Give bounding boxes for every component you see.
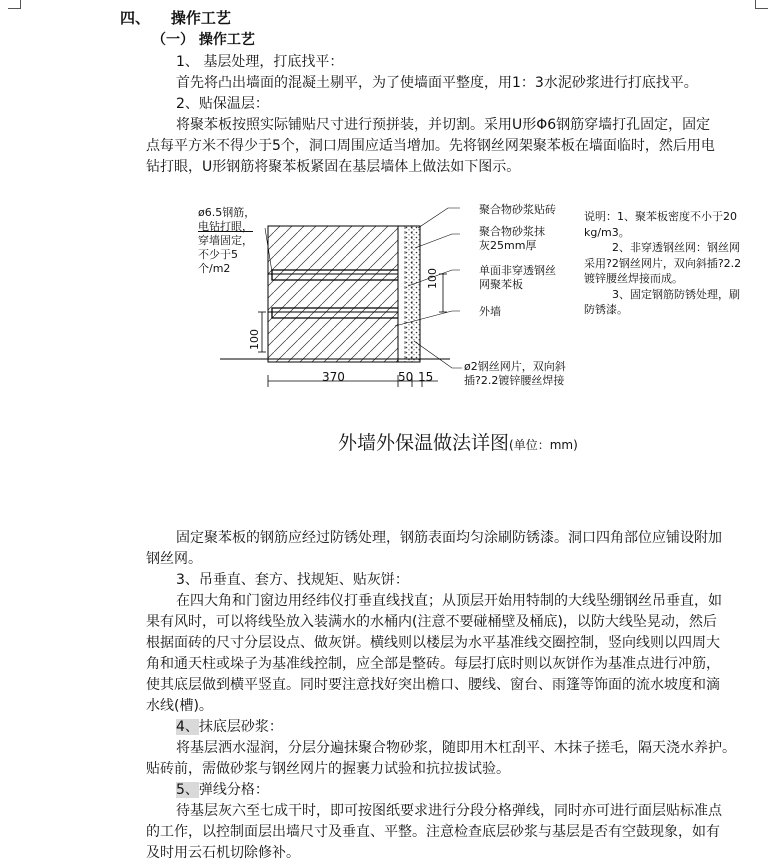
diagram-unit: (单位：mm) [509,438,578,452]
fix-paragraph-line: 固定聚苯板的钢筋应经过防锈处理，钢筋表面均匀涂刷防锈漆。洞口四角部位应铺设附加 [176,530,722,546]
diagram-notes: 说明：1、聚苯板密度不小于20 kg/m3。 2、非穿透钢丝网：钢丝网 采用?2钢丝网片，双向斜插?2.2 镀锌腰丝焊接而成。 3、固定钢筋防锈处理，刷 防锈漆。 [584,210,742,316]
step4-label: 4、抹底层砂浆： [176,719,283,735]
step2-line: 点每平方米不得少于5个，洞口周围应适当增加。先将钢丝网架聚苯板在墙面临时，然后用电 [146,138,715,154]
step3-line: 果有风时，可以将线坠放入装满水的水桶内(注意不要碰桶壁及桶底)，以防大线坠晃动，然后 [146,614,717,630]
step3-line: 水线(槽)。 [146,698,213,714]
margin-corner-right [755,0,768,9]
dimension-50: 50 [398,370,414,384]
section-title: 操作工艺 [170,9,231,27]
step1-label: 1、 基层处理，打底找平： [176,54,344,70]
diagram-title: 外墙外保温做法详图(单位：mm) [338,432,578,454]
step5-label: 5、弹线分格： [176,782,269,798]
step2-label: 2、贴保温层： [176,96,269,112]
fix-paragraph-line: 钢丝网。 [146,551,202,567]
step4-line: 贴砖前，需做砂浆与钢丝网片的握裹力试验和抗拉拔试验。 [146,761,510,777]
step5-number: 5、 [176,782,199,798]
dimension-100-right: 100 [426,268,439,289]
subheading: （一） 操作工艺 [152,32,255,48]
diagram-rebar-note: ø6.5钢筋， 电钻打眼， 穿墙固定， 不少于5 个/m2 [198,206,256,275]
step3-line: 根据面砖的尺寸分层设点、做灰饼。横线则以楼层为水平基准线交圈控制，竖向线则以四周大 [146,635,720,651]
dimension-15: 15 [418,370,434,384]
step1-text: 首先将凸出墙面的混凝土剔平，为了使墙面平整度，用1：3水泥砂浆进行打底找平。 [176,75,698,91]
step2-line: 将聚苯板按照实际铺贴尺寸进行预拼装，并切割。采用U形Φ6钢筋穿墙打孔固定，固定 [176,117,711,133]
step2-line: 钻打眼，U形钢筋将聚苯板紧固在基层墙体上做法如下图示。 [146,159,521,175]
plaster-layer [405,226,420,362]
step4-line: 将基层洒水湿润，分层分遍抹聚合物砂浆，随即用木杠刮平、木抹子搓毛，隔天浇水养护。 [176,740,736,756]
step3-line: 使其底层做到横平竖直。同时要注意找好突出檐口、腰线、窗台、雨篷等饰面的流水坡度和滴 [146,677,720,693]
step5-line: 待基层灰六至七成干时，即可按图纸要求进行分段分格弹线，同时亦可进行面层贴标准点 [176,803,722,819]
diagram-label-mesh: ø2钢丝网片，双向斜 插?2.2镀锌腰丝焊接 [464,360,566,387]
section-heading [120,8,231,28]
section-number: 四、 [120,9,151,27]
brick-wall [268,226,398,362]
diagram-label-board: 单面非穿透钢丝 网聚苯板 [479,264,556,291]
dimension-370: 370 [322,370,345,384]
step5-line: 及时用云石机切除修补。 [146,845,300,861]
diagram-label-mortar: 聚合物砂浆贴砖 [479,203,556,216]
step3-label: 3、吊垂直、套方、找规矩、贴灰饼： [176,572,409,588]
diagram-label-wall: 外墙 [479,305,501,318]
step4-number: 4、 [176,719,199,735]
diagram-label-plaster: 聚合物砂浆抹 灰25mm厚 [479,225,545,252]
step3-line: 角和通天柱或垛子为基准线控制，应全部是整砖。每层打底时则以灰饼作为基准点进行冲筋， [146,656,720,672]
margin-corner-left [8,0,21,9]
step3-line: 在四大角和门窗边用经纬仪打垂直线找直；从顶层开始用特制的大线坠绷钢丝吊垂直，如 [176,593,722,609]
step5-line: 的工作，以控制面层出墙尺寸及垂直、平整。注意检查底层砂浆与基层是否有空鼓现象，如有 [146,824,720,840]
dimension-100-left: 100 [248,329,261,350]
